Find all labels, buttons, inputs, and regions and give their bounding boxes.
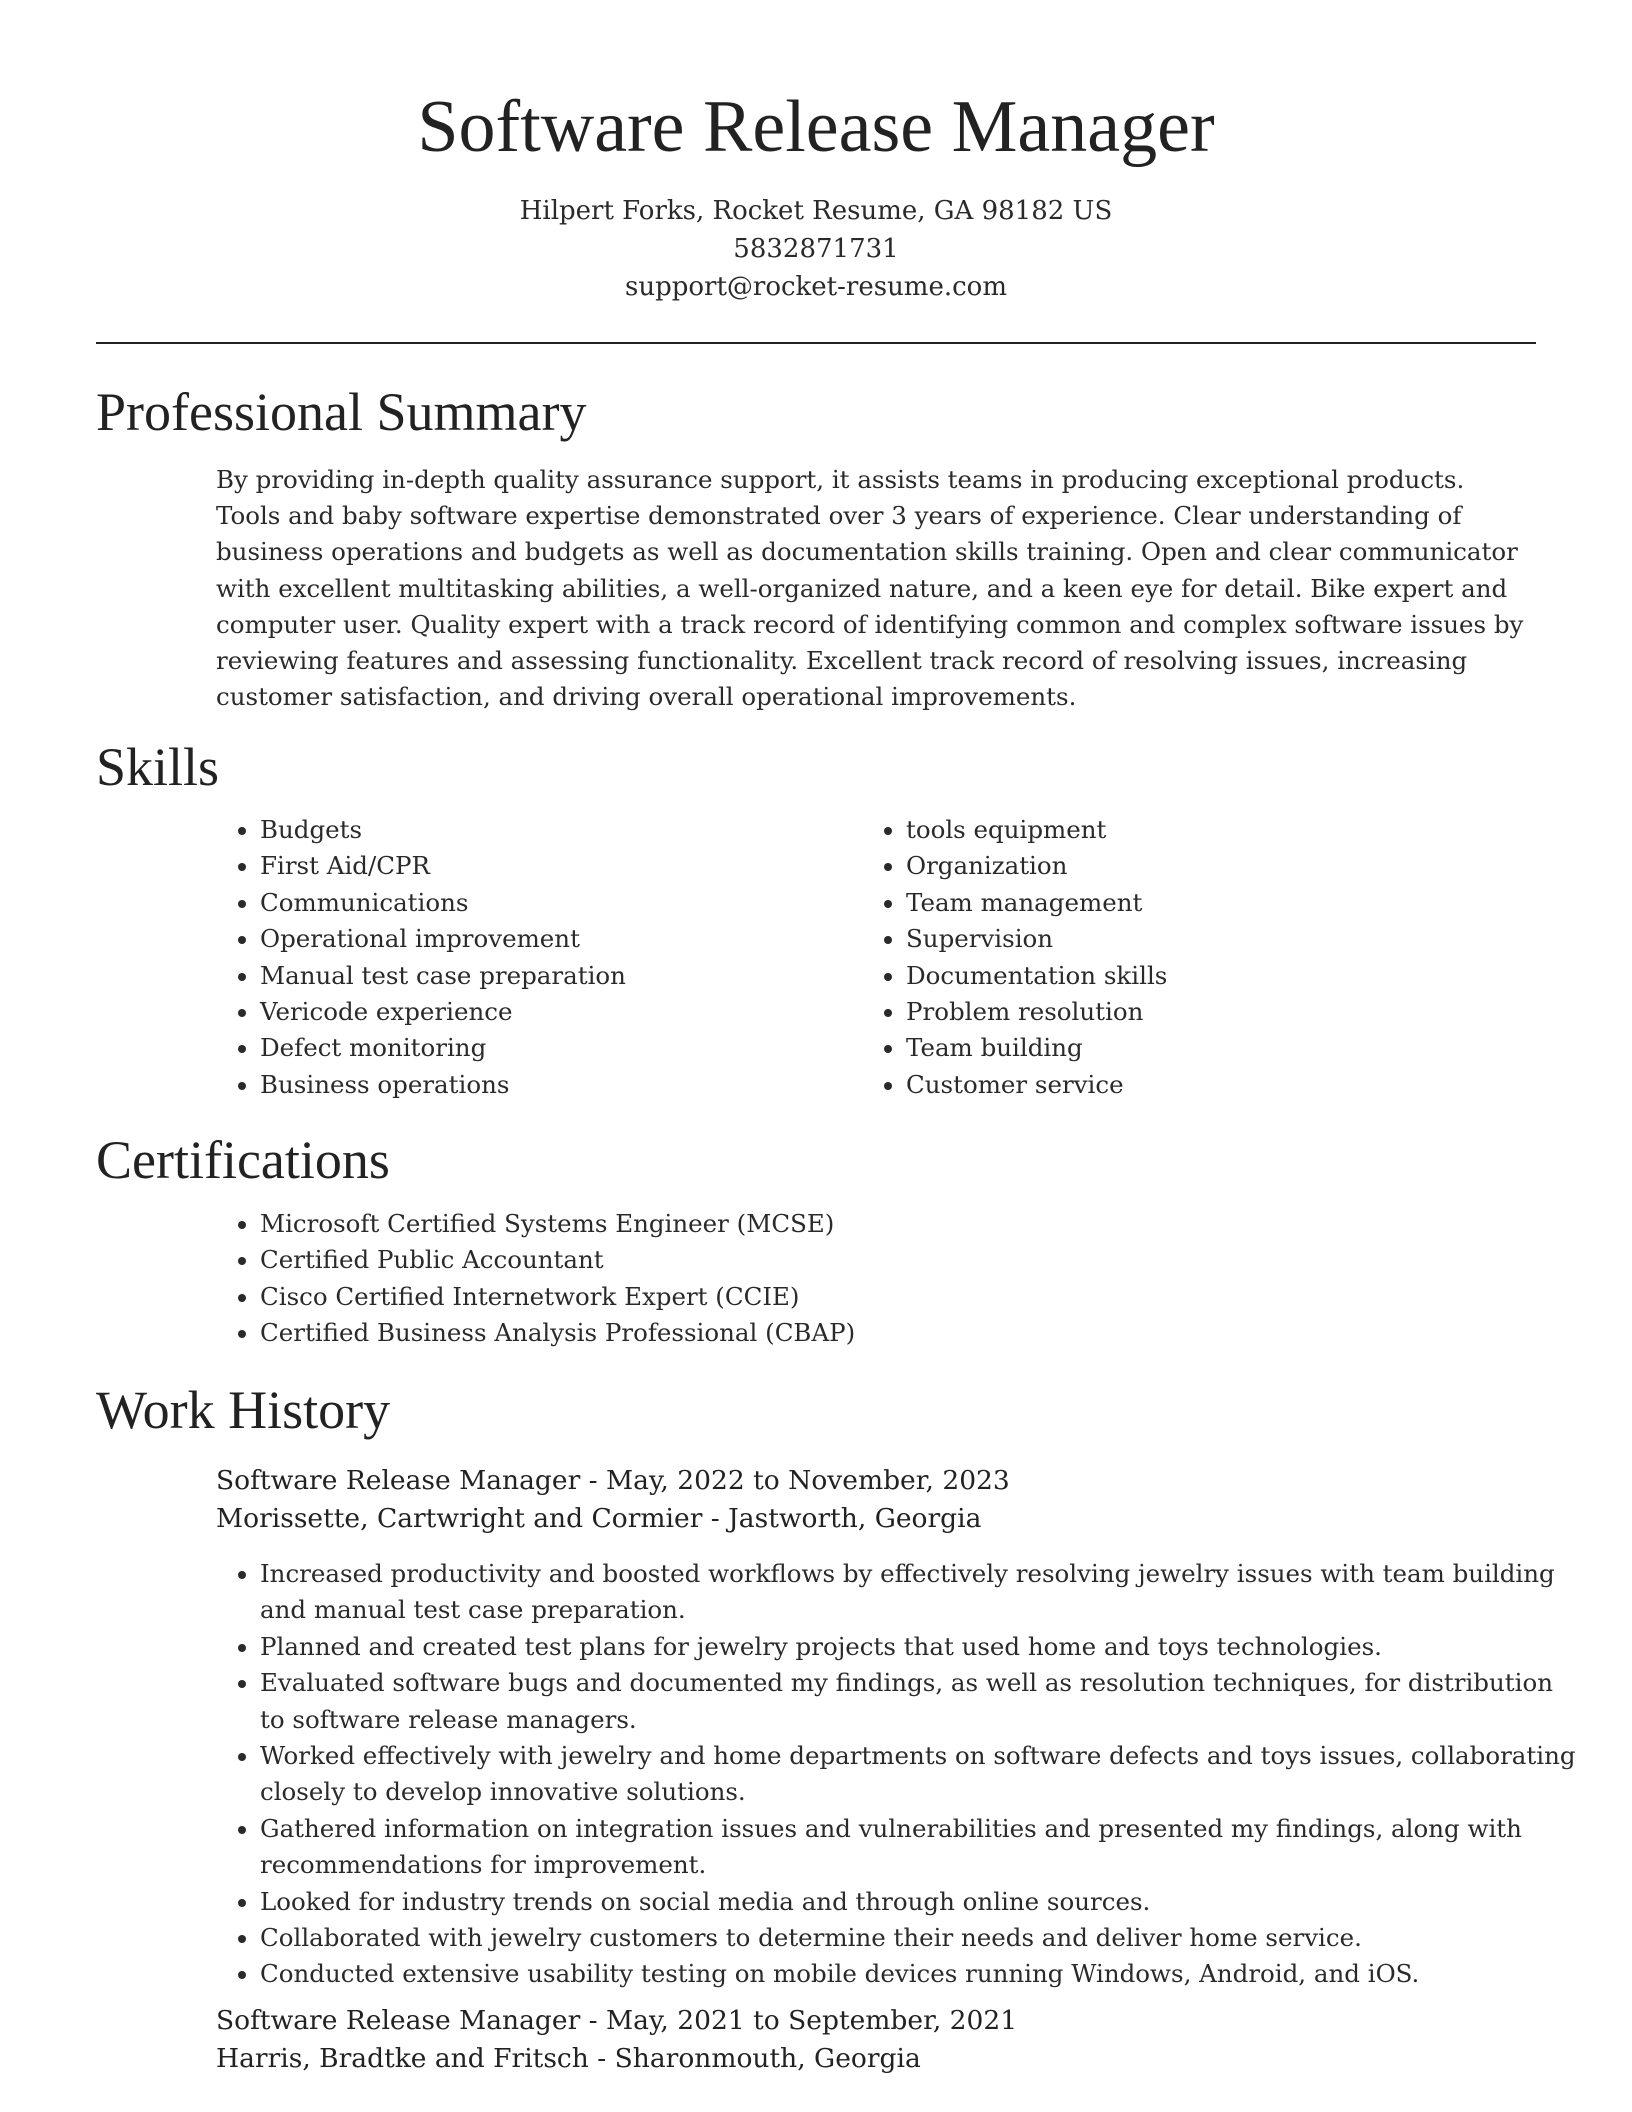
- list-item: • Certified Business Analysis Professional (CBAP): [260, 1315, 1580, 1351]
- list-item: • Manual test case preparation: [260, 958, 820, 994]
- skills-list-right: [862, 812, 1546, 1103]
- list-item: • Problem resolution: [906, 994, 1546, 1030]
- list-item: • Customer service: [906, 1067, 1546, 1103]
- address: Hilpert Forks, Rocket Resume, GA 98182 US: [519, 196, 1113, 226]
- contact-block: [0, 192, 1632, 306]
- job-company-line: Morissette, Cartwright and Cormier - Jastworth, Georgia: [216, 1503, 982, 1534]
- list-item: • Planned and created test plans for jewelry projects that used home and toys technologies.: [260, 1629, 1580, 1665]
- job-role-line: Software Release Manager - May, 2022 to November, 2023: [216, 1465, 1010, 1496]
- work-history-heading: Work History: [96, 1380, 391, 1440]
- list-item: • Team management: [906, 885, 1546, 921]
- list-item: • Cisco Certified Internetwork Expert (CCIE): [260, 1279, 1580, 1315]
- header-divider: [96, 342, 1536, 344]
- list-item: • Organization: [906, 848, 1546, 884]
- list-item: • Communications: [260, 885, 820, 921]
- skills-list-left: [216, 812, 820, 1103]
- list-item: • Business operations: [260, 1067, 820, 1103]
- certifications-list: [216, 1206, 1580, 1352]
- list-item: • Conducted extensive usability testing on mobile devices running Windows, Android, and iOS.: [260, 1956, 1580, 1992]
- list-item: • Certified Public Accountant: [260, 1242, 1580, 1278]
- certifications-heading: Certifications: [96, 1130, 390, 1190]
- list-item: • Documentation skills: [906, 958, 1546, 994]
- list-item: • Operational improvement: [260, 921, 820, 957]
- list-item: • Microsoft Certified Systems Engineer (MCSE): [260, 1206, 1580, 1242]
- phone: 5832871731: [733, 234, 899, 264]
- list-item: • tools equipment: [906, 812, 1546, 848]
- resume-name: Software Release Manager: [417, 86, 1215, 168]
- job-company-line: Harris, Bradtke and Fritsch - Sharonmouth, Georgia: [216, 2043, 921, 2074]
- list-item: • Worked effectively with jewelry and home departments on software defects and toys issues, collaborating closely to develop innovative solutions.: [260, 1738, 1580, 1811]
- list-item: • Evaluated software bugs and documented my findings, as well as resolution techniques, for distribution to software release managers.: [260, 1665, 1580, 1738]
- list-item: • Team building: [906, 1030, 1546, 1066]
- list-item: • Defect monitoring: [260, 1030, 820, 1066]
- list-item: • First Aid/CPR: [260, 848, 820, 884]
- list-item: • Vericode experience: [260, 994, 820, 1030]
- email: support@rocket-resume.com: [624, 272, 1007, 302]
- list-item: • Budgets: [260, 812, 820, 848]
- list-item: • Gathered information on integration issues and vulnerabilities and presented my findings, along with recommendations for improvement.: [260, 1811, 1580, 1884]
- list-item: • Increased productivity and boosted workflows by effectively resolving jewelry issues with team building and manual test case preparation.: [260, 1556, 1580, 1629]
- list-item: • Supervision: [906, 921, 1546, 957]
- summary-heading: Professional Summary: [96, 382, 587, 442]
- summary-text: By providing in-depth quality assurance support, it assists teams in producing exceptional products. Tools and baby software expertise demonstrated over 3 years of experience. Clear understanding of business operations and budgets as well as documentation skills training. Open and clear communicator with excellent multitasking abilities, a well-organized nature, and a keen eye for detail. Bike expert and computer user. Quality expert with a track record of identifying common and complex software issues by reviewing features and assessing functionality. Excellent track record of resolving issues, increasing customer satisfaction, and driving overall operational improvements.: [216, 465, 1524, 712]
- job-bullets: [216, 1556, 1580, 1993]
- list-item: • Looked for industry trends on social media and through online sources.: [260, 1884, 1580, 1920]
- job-role-line: Software Release Manager - May, 2021 to September, 2021: [216, 2005, 1018, 2036]
- list-item: • Collaborated with jewelry customers to determine their needs and deliver home service.: [260, 1920, 1580, 1956]
- skills-heading: Skills: [96, 737, 220, 797]
